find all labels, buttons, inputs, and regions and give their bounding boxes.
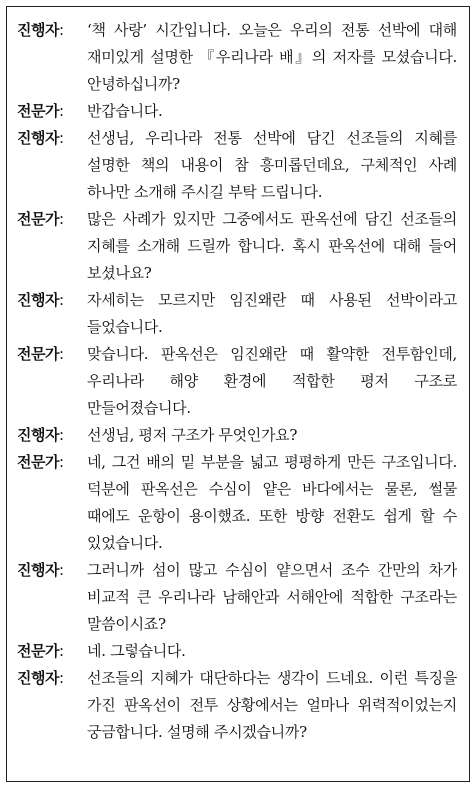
utterance-text: ‘책 사랑’ 시간입니다. 오늘은 우리의 전통 선박에 대해 재미있게 설명한 『우리나라 배』의 저자를 모셨습니다. 안녕하십니까? — [87, 21, 457, 93]
speaker-label: 전문가: — [17, 453, 64, 471]
speaker-label: 진행자: — [17, 129, 64, 147]
speaker-label: 전문가: — [17, 345, 64, 363]
dialogue-turn — [17, 98, 457, 125]
utterance-text: 선조들의 지혜가 대단하다는 생각이 드네요. 이런 특징을 가진 판옥선이 전투 상황에서는 얼마나 위력적이었는지 궁금합니다. 설명해 주시겠습니까? — [87, 669, 457, 741]
utterance-text: 선생님, 우리나라 전통 선박에 담긴 선조들의 지혜를 설명한 책의 내용이 참 흥미롭던데요, 구체적인 사례 하나만 소개해 주시길 부탁 드립니다. — [87, 129, 457, 201]
utterance-text: 네, 그건 배의 밑 부분을 넓고 평평하게 만든 구조입니다. 덕분에 판옥선은 수심이 얕은 바다에서는 물론, 썰물 때에도 운항이 용이했죠. 또한 방향 전환도 쉽게 할 수 있었습니다. — [87, 453, 457, 552]
dialogue-box — [6, 6, 470, 782]
speaker-label: 진행자: — [17, 21, 64, 39]
utterance-text: 맞습니다. 판옥선은 임진왜란 때 활약한 전투함인데, 우리나라 해양 환경에 적합한 평저 구조로 만들어졌습니다. — [87, 345, 457, 417]
dialogue-turn — [17, 422, 457, 449]
dialogue-turn — [17, 638, 457, 665]
dialogue-turn — [17, 665, 457, 746]
utterance-text: 많은 사례가 있지만 그중에서도 판옥선에 담긴 선조들의 지혜를 소개해 드릴까 합니다. 혹시 판옥선에 대해 들어 보셨나요? — [87, 210, 457, 282]
utterance-text: 선생님, 평저 구조가 무엇인가요? — [87, 426, 298, 444]
utterance-text: 자세히는 모르지만 임진왜란 때 사용된 선박이라고 들었습니다. — [87, 291, 457, 336]
dialogue-turn — [17, 557, 457, 638]
speaker-label: 전문가: — [17, 210, 64, 228]
utterance-text: 네. 그렇습니다. — [87, 642, 186, 660]
dialogue-turn — [17, 125, 457, 206]
dialogue-turn — [17, 206, 457, 287]
speaker-label: 전문가: — [17, 642, 64, 660]
dialogue-turn — [17, 449, 457, 557]
dialogue-turn — [17, 17, 457, 98]
utterance-text: 그러니까 섬이 많고 수심이 얕으면서 조수 간만의 차가 비교적 큰 우리나라 남해안과 서해안에 적합한 구조라는 말씀이시죠? — [87, 561, 457, 633]
speaker-label: 진행자: — [17, 669, 64, 687]
speaker-label: 진행자: — [17, 426, 64, 444]
speaker-label: 진행자: — [17, 561, 64, 579]
utterance-text: 반갑습니다. — [87, 102, 163, 120]
speaker-label: 전문가: — [17, 102, 64, 120]
dialogue-turn — [17, 341, 457, 422]
dialogue-turn — [17, 287, 457, 341]
speaker-label: 진행자: — [17, 291, 64, 309]
